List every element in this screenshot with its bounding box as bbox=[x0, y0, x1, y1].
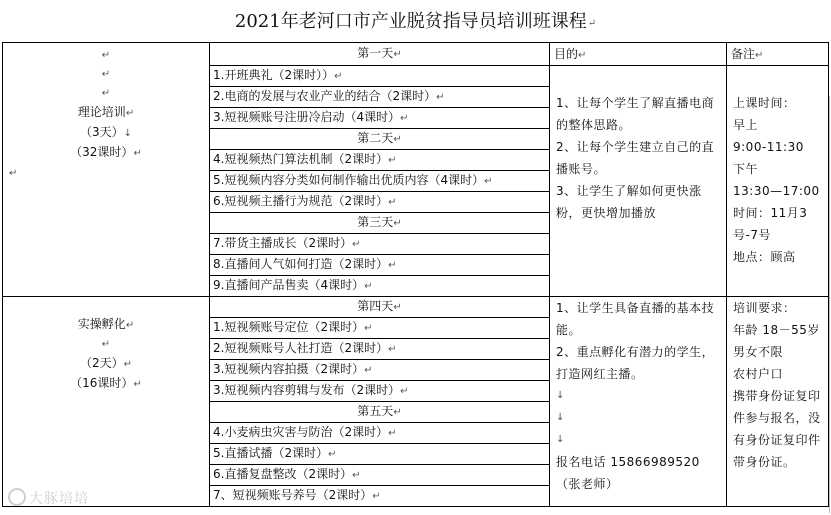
module-hours: （32课时） bbox=[70, 145, 134, 159]
course-topic: 9.直播间产品售卖（4课时）↵ bbox=[210, 276, 550, 297]
course-topic: 5.短视频内容分类如何制作输出优质内容（4课时）↵ bbox=[210, 171, 550, 192]
course-topic: 1.开班典礼（2课时））↵ bbox=[210, 66, 550, 87]
course-topic: 5.直播试播（2课时）↵ bbox=[210, 444, 550, 465]
day-header: 第四天↵ bbox=[210, 297, 550, 318]
course-topic: 3.短视频账号注册冷启动（4课时）↵ bbox=[210, 108, 550, 129]
course-topic: 3.短视频内容拍摄（2课时）↵ bbox=[210, 360, 550, 381]
course-topic: 7、短视频账号养号（2课时）↵ bbox=[210, 486, 550, 507]
module-hours: （16课时） bbox=[70, 376, 134, 390]
course-topic: 2.电商的发展与农业产业的结合（2课时）↵ bbox=[210, 87, 550, 108]
purpose-cell-theory: 1、让每个学生了解直播电商的整体思路。 2、让每个学生建立自己的直播账号。 3、让学生了解如何更快涨粉，更快增加播放 bbox=[550, 66, 727, 297]
day-header: 第三天↵ bbox=[210, 213, 550, 234]
course-topic: 7.带货主播成长（2课时）↵ bbox=[210, 234, 550, 255]
day-header: 第二天↵ bbox=[210, 129, 550, 150]
title-text: 2021年老河口市产业脱贫指导员培训班课程 bbox=[234, 11, 587, 32]
module-name: 实操孵化 bbox=[77, 317, 126, 331]
watermark-text: 大豚培培 bbox=[29, 491, 89, 507]
remarks-cell-practice: 培训要求： 年龄 18－55岁 男女不限 农村户口 携带身份证复印件参与报名，没有身份证复印件带身份证。 bbox=[727, 297, 829, 507]
module-cell-practice: 实操孵化↵ ↵ （2天）↵ （16课时）↵ bbox=[3, 297, 210, 507]
table-row bbox=[3, 297, 829, 318]
purpose-header: 目的↵ bbox=[550, 43, 727, 66]
module-cell-theory: ↵ ↵ ↵ 理论培训↵ （3天）↓ （32课时）↵ ↵ bbox=[3, 43, 210, 297]
course-topic: 8.直播间人气如何打造（2课时）↵ bbox=[210, 255, 550, 276]
module-days: （2天） bbox=[79, 356, 124, 370]
watermark-logo-icon bbox=[8, 488, 26, 506]
remarks-header: 备注↵ bbox=[727, 43, 829, 66]
page-edge-line bbox=[829, 96, 830, 513]
course-topic: 3.短视频内容剪辑与发布（2课时）↵ bbox=[210, 381, 550, 402]
remarks-cell-theory: 上课时间： 早上 9:00-11:30 下午 13:30—17:00 时间：11月3号-7号 地点：顾高 bbox=[727, 66, 829, 297]
course-topic: 4.小麦病虫灾害与防治（2课时）↵ bbox=[210, 423, 550, 444]
course-topic: 6.直播复盘整改（2课时）↵ bbox=[210, 465, 550, 486]
course-schedule-table bbox=[2, 42, 829, 507]
module-days: （3天） bbox=[79, 125, 124, 139]
purpose-cell-practice: 1、让学生具备直播的基本技能。 2、重点孵化有潜力的学生，打造网红主播。 ↓ ↓ ↓ 报名电话 15866989520（张老师） bbox=[550, 297, 727, 507]
document-title: 2021年老河口市产业脱贫指导员培训班课程↵ bbox=[234, 11, 597, 32]
course-topic: 2.短视频账号人社打造（2课时）↵ bbox=[210, 339, 550, 360]
day-header: 第五天↵ bbox=[210, 402, 550, 423]
day-header: 第一天↵ bbox=[210, 43, 550, 66]
course-topic: 6.短视频主播行为规范（2课时）↵ bbox=[210, 192, 550, 213]
course-topic: 1.短视频账号定位（2课时）↵ bbox=[210, 318, 550, 339]
module-name: 理论培训 bbox=[77, 105, 126, 119]
course-topic: 4.短视频热门算法机制（2课时）↵ bbox=[210, 150, 550, 171]
watermark bbox=[8, 488, 89, 508]
table-row bbox=[3, 43, 829, 66]
